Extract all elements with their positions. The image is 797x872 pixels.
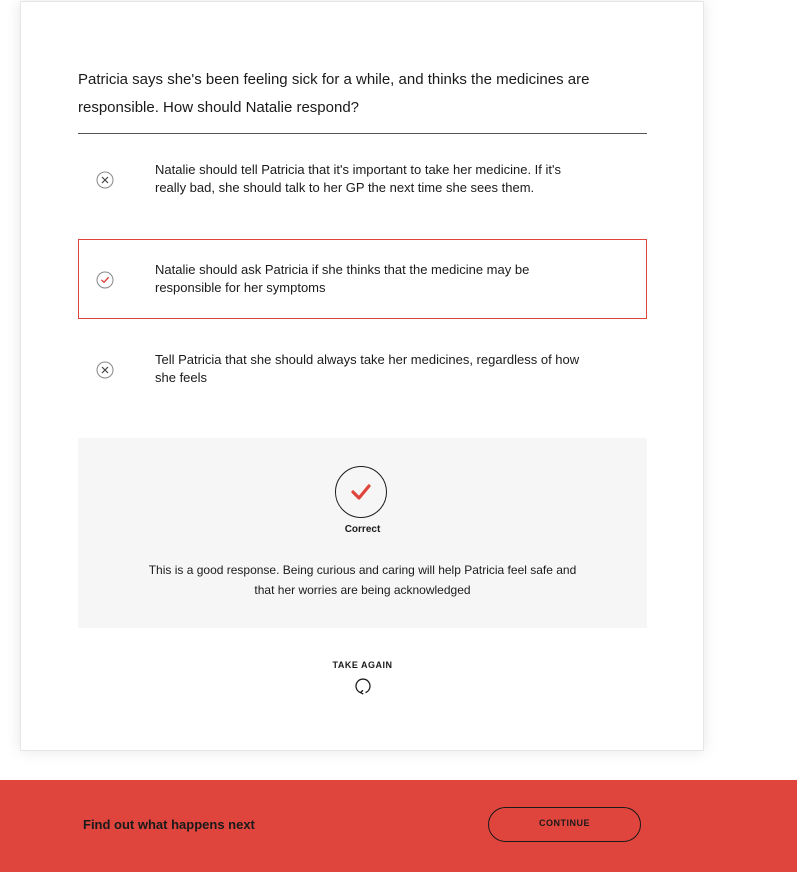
option-text: Natalie should ask Patricia if she thinks that the medicine may be responsible for her symptoms [155,262,530,295]
feedback-text: This is a good response. Being curious and caring will help Patricia feel safe and that her worries are being acknowledged [148,563,577,597]
footer-bar [0,780,797,872]
option-1[interactable] [78,139,647,219]
incorrect-icon [96,361,114,379]
divider [78,133,647,134]
feedback-status: Correct [344,524,381,535]
take-again-button[interactable] [305,660,420,695]
question-card [20,1,704,751]
correct-check-icon [96,271,114,289]
feedback-check-icon [335,466,387,518]
option-3[interactable] [78,329,647,409]
footer-message: Find out what happens next [83,817,255,832]
option-2[interactable] [78,239,647,319]
option-text: Tell Patricia that she should always take her medicines, regardless of how she feels [155,352,580,385]
incorrect-icon [96,171,114,189]
question-text: Patricia says she's been feeling sick for a while, and thinks the medicines are responsible. How should Natalie respond? [78,71,590,116]
feedback-panel [78,438,647,628]
option-text: Natalie should tell Patricia that it's important to take her medicine. If it's really bad, she should talk to her GP the next time she sees them. [155,162,561,195]
continue-button[interactable]: CONTINUE [488,807,641,842]
retry-icon [354,677,372,695]
take-again-label: TAKE AGAIN [332,660,393,670]
